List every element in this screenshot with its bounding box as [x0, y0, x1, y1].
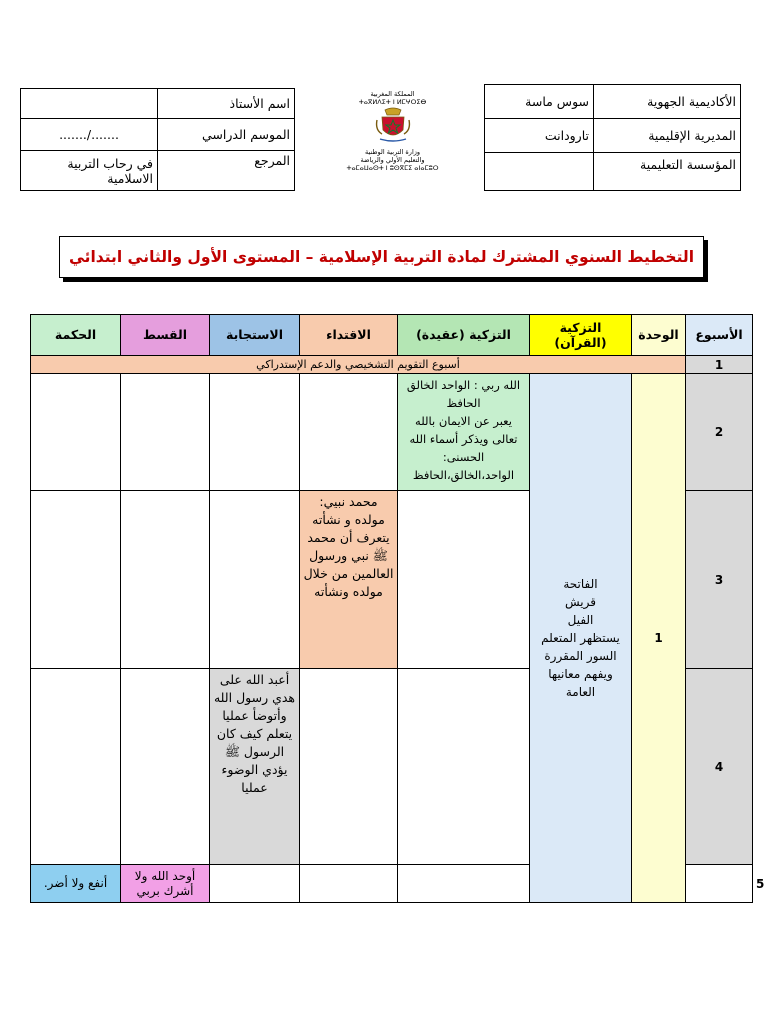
reference-value: في رحاب التربية الاسلامية [21, 151, 158, 191]
hikma-content: أنفع ولا أضر. [31, 865, 121, 903]
kingdom-tifinagh: ⵜⴰⴳⵍⴷⵉⵜ ⵏ ⵍⵎⵖⵔⵉⴱ [358, 98, 427, 106]
plan-title-box [59, 236, 704, 278]
unit-number: 1 [632, 374, 686, 903]
directorate-value: تارودانت [485, 119, 594, 153]
week-number: 4 [686, 669, 753, 865]
qist-content: أوحد الله ولا أشرك بربي [121, 865, 210, 903]
col-hikma: الحكمة [31, 315, 121, 356]
iqtida-cell [300, 669, 398, 865]
istijaba-cell [210, 491, 300, 669]
academy-label: الأكاديمية الجهوية [594, 85, 741, 119]
kingdom-label: المملكة المغربية [370, 90, 415, 98]
ministry-label: وزارة التربية الوطنية [364, 148, 421, 156]
hikma-cell [31, 491, 121, 669]
istijaba-cell [210, 374, 300, 491]
directorate-label: المديرية الإقليمية [594, 119, 741, 153]
col-qist: القسط [121, 315, 210, 356]
qist-cell [121, 669, 210, 865]
academy-value: سوس ماسة [485, 85, 594, 119]
qist-cell [121, 374, 210, 491]
col-quran: التزكية (القرآن) [530, 315, 632, 356]
quran-content: الفاتحة قريش الفيل يستظهر المتعلم السور المقررة ويفهم معانيها العامة [530, 374, 632, 903]
col-iqtida: الاقتداء [300, 315, 398, 356]
week-number: 2 [686, 374, 753, 491]
istijaba-content: أعبد الله على هدي رسول الله وأتوضأ عمليا يتعلم كيف كان الرسول ﷺ يؤدي الوضوء عمليا [210, 669, 300, 865]
qist-cell [121, 491, 210, 669]
iqtida-cell [300, 865, 398, 903]
col-week: الأسبوع [686, 315, 753, 356]
week-1-row [31, 356, 753, 374]
istijaba-cell [210, 865, 300, 903]
coat-of-arms-icon [373, 106, 413, 144]
iqtida-content: محمد نبيي: مولده و نشأته يتعرف أن محمد ﷺ نبي ورسول العالمين من خلال مولده ونشأته [300, 491, 398, 669]
school-year-label: الموسم الدراسي [158, 119, 295, 151]
header-row [31, 315, 753, 356]
teacher-info-table [20, 88, 295, 191]
teacher-name-label: اسم الأستاذ [158, 89, 295, 119]
ministry-tifinagh: ⵜⴰⵎⴰⵡⴰⵙⵜ ⵏ ⵓⵙⴳⵎⵉ ⴰⵏⴰⵎⵓⵔ [346, 164, 439, 172]
school-label: المؤسسة التعليمية [594, 153, 741, 191]
school-year-value: ......./....... [21, 119, 158, 151]
hikma-cell [31, 374, 121, 491]
aqida-cell [398, 865, 530, 903]
col-istijaba: الاستجابة [210, 315, 300, 356]
aqida-content: الله ربي : الواحد الخالق الحافظ يعبر عن الايمان بالله تعالى ويذكر أسماء الله الحسنى: الواحد،الخالق،الحافظ [398, 374, 530, 491]
aqida-cell [398, 669, 530, 865]
week-1-span: أسبوع التقويم التشخيصي والدعم الإستدراكي [31, 356, 686, 374]
week-5-row: أنفع ولا أضر. أوحد الله ولا أشرك بربي 5 [31, 865, 753, 903]
week-2-row [31, 374, 753, 491]
hikma-cell [31, 669, 121, 865]
quran-cell [686, 865, 753, 903]
school-info-table [484, 84, 741, 191]
annual-plan-table [30, 314, 765, 903]
ministry-label-2: والتعليم الأولي والرياضة [360, 156, 425, 164]
iqtida-cell [300, 374, 398, 491]
school-value [485, 153, 594, 191]
aqida-cell [398, 491, 530, 669]
col-aqida: التزكية (عقيدة) [398, 315, 530, 356]
plan-title: التخطيط السنوي المشترك لمادة التربية الإسلامية – المستوى الأول والثاني ابتدائي [68, 248, 695, 266]
ministry-logo [330, 90, 455, 185]
reference-label: المرجع [158, 151, 295, 191]
week-number: 3 [686, 491, 753, 669]
teacher-name-value [21, 89, 158, 119]
col-unit: الوحدة [632, 315, 686, 356]
week-number: 1 [686, 356, 753, 374]
